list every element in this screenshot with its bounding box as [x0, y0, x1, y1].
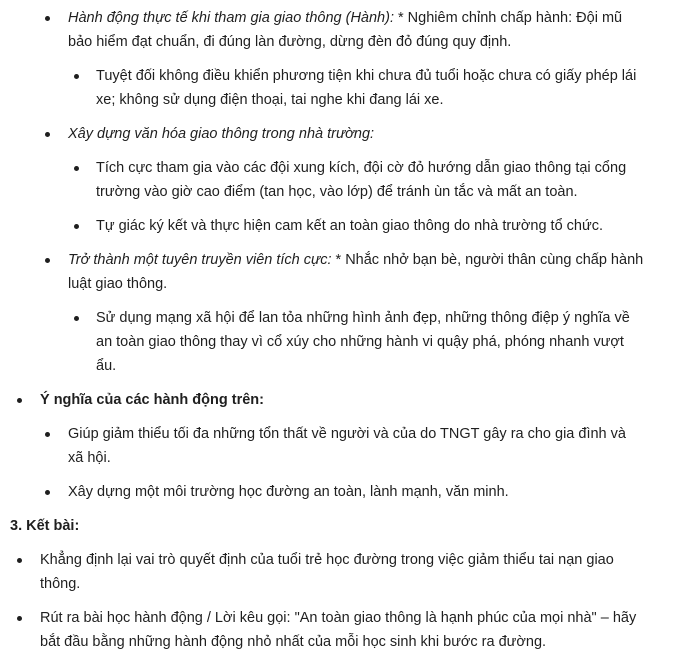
bullet-icon — [45, 490, 50, 495]
item-title: Hành động thực tế khi tham gia giao thông (Hành): — [68, 10, 394, 26]
list-item-text: Khẳng định lại vai trò quyết định của tuổi trẻ học đường trong việc giảm thiểu tai nạn giao thông. — [40, 552, 614, 592]
list-item-action-3 — [0, 248, 675, 296]
bullet-icon — [74, 166, 79, 171]
item-title: Xây dựng văn hóa giao thông trong nhà trường: — [68, 126, 375, 142]
bullet-icon — [74, 74, 79, 79]
action-1-sublist — [0, 64, 675, 112]
item-title: Trở thành một tuyên truyền viên tích cực: — [68, 252, 332, 268]
sublist-item-text: Xây dựng một môi trường học đường an toàn, lành mạnh, văn minh. — [68, 484, 509, 500]
sublist-item-text: Tích cực tham gia vào các đội xung kích, đội cờ đỏ hướng dẫn giao thông tại cổng trường vào giờ cao điểm (tan học, vào lớp) để tránh ùn tắc và mất an toàn. — [96, 160, 627, 200]
list-item-action-2 — [0, 122, 675, 146]
list-item-meaning — [0, 388, 675, 412]
bullet-icon — [17, 616, 22, 621]
bullet-icon — [17, 558, 22, 563]
action-list — [0, 6, 675, 54]
sublist-item — [0, 214, 675, 238]
section-heading-conclusion: 3. Kết bài: — [10, 518, 80, 534]
bullet-icon — [74, 316, 79, 321]
bullet-icon — [74, 224, 79, 229]
item-text: * Nghiêm chỉnh chấp hành: Đội mũ bảo hiểm đạt chuẩn, đi đúng làn đường, dừng đèn đỏ đúng quy định. — [68, 10, 623, 50]
meaning-title: Ý nghĩa của các hành động trên: — [40, 392, 264, 408]
list-item — [0, 606, 675, 654]
bullet-icon — [45, 16, 50, 21]
sublist-item — [0, 306, 675, 378]
sublist-item — [0, 156, 675, 204]
sublist-item-text: Tự giác ký kết và thực hiện cam kết an toàn giao thông do nhà trường tổ chức. — [96, 218, 603, 234]
list-item — [0, 548, 675, 596]
conclusion-list — [0, 548, 675, 654]
meaning-sublist — [0, 422, 675, 504]
action-list — [0, 248, 675, 296]
action-list — [0, 122, 675, 146]
list-item-text: Rút ra bài học hành động / Lời kêu gọi: "An toàn giao thông là hạnh phúc của mọi nhà" – hãy bắt đầu bằng những hành động nhỏ nhất của mỗi học sinh khi bước ra đường. — [40, 610, 637, 650]
action-2-sublist — [0, 156, 675, 238]
sublist-item — [0, 422, 675, 470]
sublist-item-text: Tuyệt đối không điều khiển phương tiện khi chưa đủ tuổi hoặc chưa có giấy phép lái xe; không sử dụng điện thoại, tai nghe khi đang lái xe. — [96, 68, 637, 108]
item-text: * Nhắc nhở bạn bè, người thân cùng chấp hành luật giao thông. — [68, 252, 644, 292]
sublist-item — [0, 480, 675, 504]
bullet-icon — [45, 258, 50, 263]
meaning-list — [0, 388, 675, 412]
sublist-item — [0, 64, 675, 112]
action-3-sublist — [0, 306, 675, 378]
bullet-icon — [17, 398, 22, 403]
sublist-item-text: Giúp giảm thiểu tối đa những tổn thất về người và của do TNGT gây ra cho gia đình và xã hội. — [68, 426, 626, 466]
bullet-icon — [45, 432, 50, 437]
sublist-item-text: Sử dụng mạng xã hội để lan tỏa những hình ảnh đẹp, những thông điệp ý nghĩa về an toàn giao thông thay vì cổ xúy cho những hành vi quậy phá, phóng nhanh vượt ẩu. — [96, 310, 630, 374]
bullet-icon — [45, 132, 50, 137]
list-item-action-1 — [0, 6, 675, 54]
